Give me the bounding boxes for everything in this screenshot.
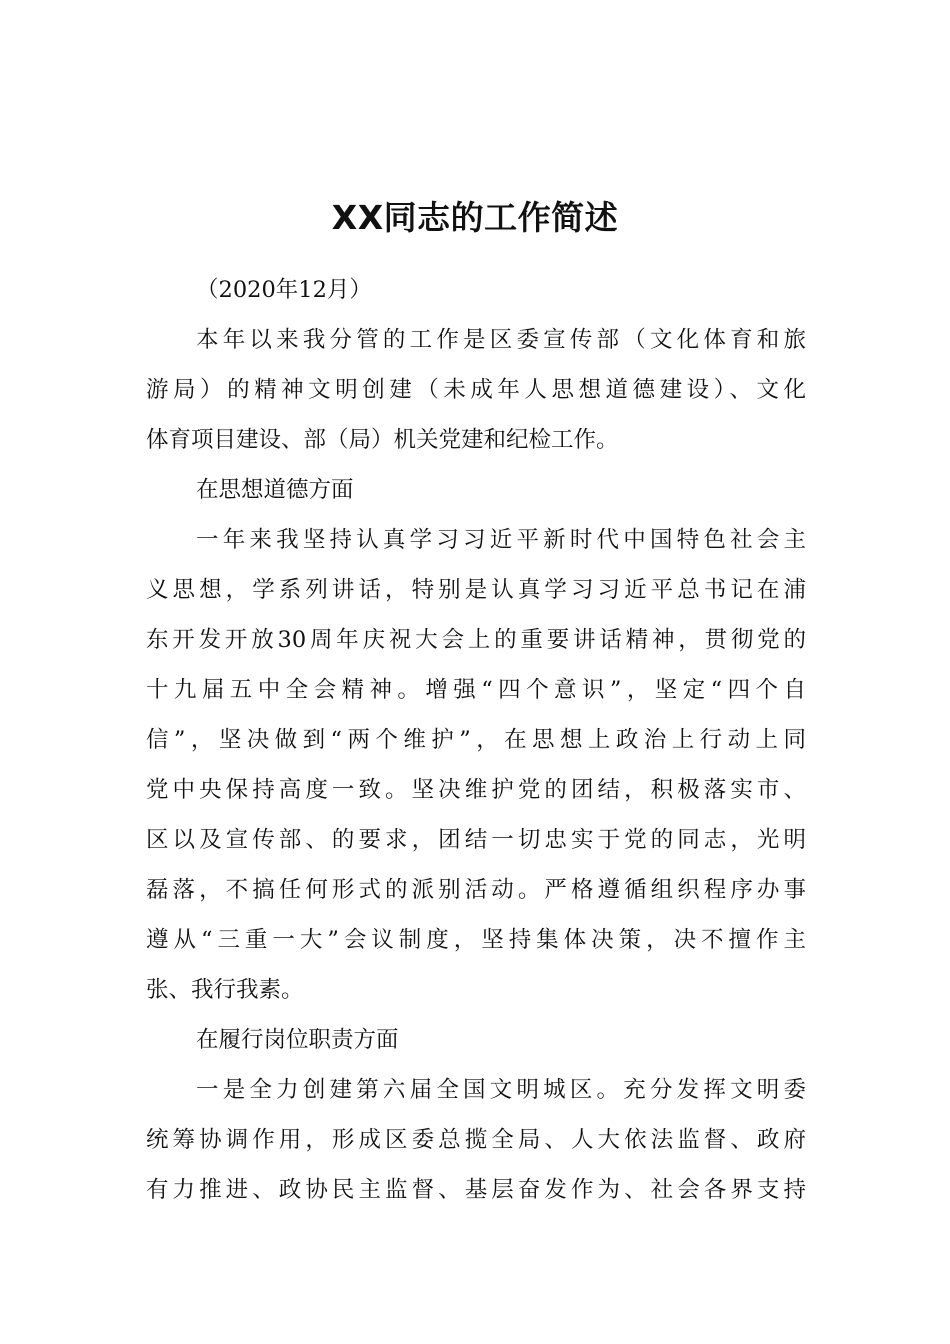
document-title: XX同志的工作简述 <box>331 198 619 237</box>
text-line: 东开发开放30周年庆祝大会上的重要讲话精神，贯彻党的 <box>146 627 806 653</box>
text-line: 一是全力创建第六届全国文明城区。充分发挥文明委 <box>196 1077 806 1103</box>
text-line: 在思想道德方面 <box>196 477 354 503</box>
text-line: 统筹协调作用，形成区委总揽全局、人大依法监督、政府 <box>146 1127 806 1153</box>
text-line: 张、我行我素。 <box>146 977 304 1003</box>
text-line: 在履行岗位职责方面 <box>196 1027 399 1053</box>
document-body <box>146 265 806 1215</box>
text-line: 十九届五中全会精神。增强“四个意识”，坚定“四个自 <box>146 677 806 703</box>
text-line: 游局）的精神文明创建（未成年人思想道德建设）、文化 <box>146 377 806 403</box>
text-line: 本年以来我分管的工作是区委宣传部（文化体育和旅 <box>196 327 806 353</box>
text-line: 区以及宣传部、的要求，团结一切忠实于党的同志，光明 <box>146 827 806 853</box>
text-line: 义思想，学系列讲话，特别是认真学习习近平总书记在浦 <box>146 577 806 603</box>
text-line: 有力推进、政协民主监督、基层奋发作为、社会各界支持 <box>146 1177 806 1203</box>
text-line: 信”，坚决做到“两个维护”，在思想上政治上行动上同 <box>146 727 806 753</box>
text-line: （2020年12月） <box>196 277 372 303</box>
text-line: 一年来我坚持认真学习习近平新时代中国特色社会主 <box>196 527 806 553</box>
text-line: 体育项目建设、部（局）机关党建和纪检工作。 <box>146 427 619 453</box>
text-line: 磊落，不搞任何形式的派别活动。严格遵循组织程序办事 <box>146 877 806 903</box>
text-line: 遵从“三重一大”会议制度，坚持集体决策，决不擅作主 <box>146 927 806 953</box>
text-line: 党中央保持高度一致。坚决维护党的团结，积极落实市、 <box>146 777 806 803</box>
